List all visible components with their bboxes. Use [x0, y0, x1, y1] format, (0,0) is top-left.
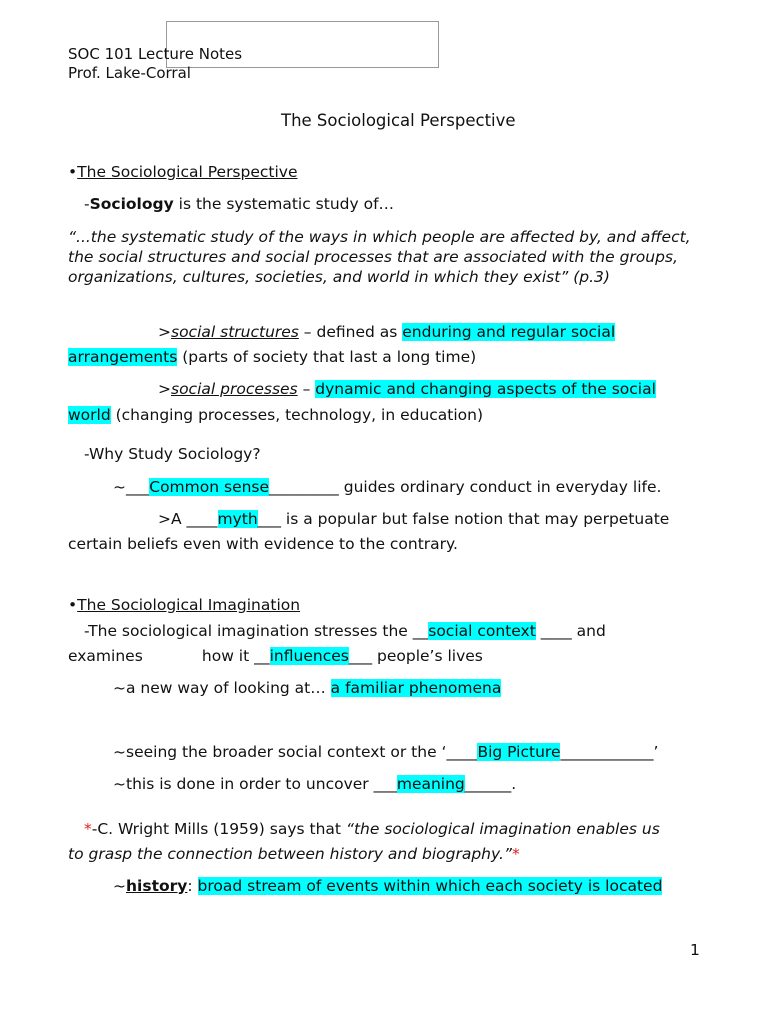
heading-text: The Sociological Perspective [77, 163, 298, 181]
highlight-answer: Big Picture [477, 743, 561, 761]
highlight-answer: meaning [396, 775, 465, 793]
highlight-answer: Common sense [149, 478, 270, 496]
blank-post: ___ is a popular but false notion that may perpetuate [257, 510, 670, 528]
highlight-answer: influences [269, 647, 349, 665]
blank-post: ____________’ [560, 743, 659, 761]
highlight-answer: enduring and regular social [402, 323, 616, 341]
blank-pre: -The sociological imagination stresses the __ [84, 622, 429, 640]
blank-pre: examines how it __ [68, 647, 270, 665]
highlight-answer: world [68, 406, 111, 424]
social-structures-line1 [158, 323, 615, 341]
myth-line2: certain beliefs even with evidence to the contrary. [68, 535, 458, 553]
arrow: > [158, 380, 171, 398]
highlight-answer: myth [217, 510, 258, 528]
course-label: SOC 101 Lecture Notes [68, 45, 243, 63]
highlight-answer: a familiar phenomena [330, 679, 502, 697]
arrow: > [158, 323, 171, 341]
social-structures-line2 [68, 348, 476, 366]
bullet: • [68, 163, 78, 181]
dash: - [84, 195, 90, 213]
social-processes-line2 [68, 406, 483, 424]
highlight-answer: arrangements [68, 348, 178, 366]
history-line [113, 877, 662, 895]
term-social-processes: social processes [171, 380, 298, 398]
page-number: 1 [690, 941, 700, 959]
colon: : [187, 877, 198, 895]
mills-line2 [68, 845, 520, 863]
text: ~a new way of looking at… [113, 679, 331, 697]
blank-pre: >A ____ [158, 510, 218, 528]
blank-post: _________ guides ordinary conduct in everyday life. [269, 478, 662, 496]
asterisk: * [511, 845, 520, 863]
common-sense-line [113, 478, 661, 496]
myth-line1 [158, 510, 669, 528]
blank-post: ___ people’s lives [348, 647, 483, 665]
blank-pre: ~___ [113, 478, 150, 496]
highlight-answer: social context [428, 622, 536, 640]
blank-post: ____ and [535, 622, 606, 640]
big-picture-line [113, 743, 658, 761]
blank-pre: ~this is done in order to uncover ___ [113, 775, 397, 793]
explanation: (parts of society that last a long time) [177, 348, 477, 366]
section-heading-perspective [68, 163, 298, 181]
professor-label: Prof. Lake-Corral [68, 64, 191, 82]
quote: to grasp the connection between history and biography.” [68, 845, 512, 863]
highlight-answer: broad stream of events within which each society is located [197, 877, 663, 895]
social-processes-line1 [158, 380, 656, 398]
text: -C. Wright Mills (1959) says that [91, 820, 346, 838]
heading-text: The Sociological Imagination [77, 596, 301, 614]
term-social-structures: social structures [171, 323, 299, 341]
explanation: (changing processes, technology, in education) [110, 406, 484, 424]
new-way-line [113, 679, 501, 697]
imagination-line1 [84, 622, 606, 640]
quote: “the sociological imagination enables us [345, 820, 660, 838]
meaning-line [113, 775, 516, 793]
textbook-quote: “...the systematic study of the ways in which people are affected by, and affect, the social structures and social processes that are associated with the groups, organizations, cultures, societies, and world in which they exist” (p.3) [68, 228, 691, 286]
bullet: • [68, 596, 78, 614]
definition-text: is the systematic study of… [173, 195, 395, 213]
asterisk: * [84, 820, 92, 838]
mills-line1 [84, 820, 660, 838]
term-history: history [126, 877, 188, 895]
sociology-definition [84, 195, 394, 213]
blank-pre: ~seeing the broader social context or the ‘____ [113, 743, 478, 761]
section-heading-imagination [68, 596, 300, 614]
connector: – defined as [298, 323, 403, 341]
page-title: The Sociological Perspective [281, 111, 516, 130]
blank-post: ______. [464, 775, 517, 793]
why-study-heading: -Why Study Sociology? [84, 445, 261, 463]
imagination-line2 [68, 647, 483, 665]
term-sociology: Sociology [89, 195, 174, 213]
tilde: ~ [113, 877, 126, 895]
connector: – [297, 380, 316, 398]
highlight-answer: dynamic and changing aspects of the social [315, 380, 656, 398]
